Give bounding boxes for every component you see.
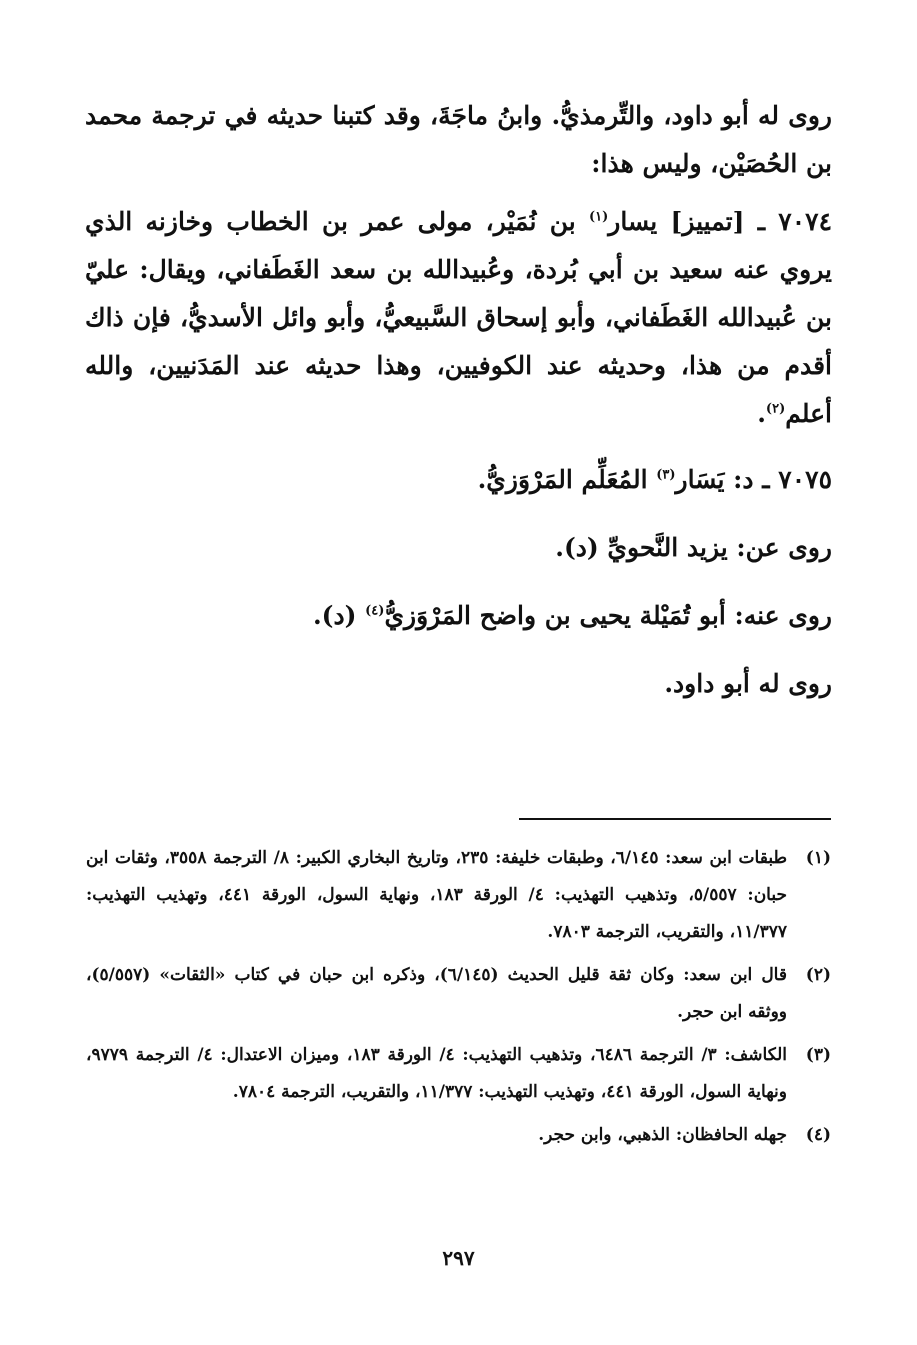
footnote-ref-1: (١) bbox=[588, 209, 609, 225]
transmitted-by: روى له أبو داود. bbox=[664, 669, 832, 698]
entry-7074-heading: ٧٠٧٤ ـ [تمييز] يسار bbox=[608, 207, 832, 236]
footnote-ref-3: (٣) bbox=[656, 467, 676, 483]
footnote-number: (١) bbox=[805, 848, 831, 868]
footnote-number: (٣) bbox=[805, 1045, 831, 1065]
footnote-number: (٢) bbox=[805, 965, 831, 985]
footnote-text: جهله الحافظان: الذهبي، وابن حجر. bbox=[538, 1125, 787, 1145]
footnote-2 bbox=[86, 957, 831, 1031]
narrated-by-end: (د). bbox=[312, 601, 366, 630]
footnote-ref-4: (٤) bbox=[365, 603, 385, 619]
footnote-3 bbox=[86, 1037, 831, 1111]
footnote-1 bbox=[86, 840, 831, 951]
narrated-by-text: روى عنه: أبو تُمَيْلة يحيى بن واضح المَرْوَزيُّ bbox=[384, 601, 832, 630]
entry-7074-body: بن نُمَيْر، مولى عمر بن الخطاب وخازنه الذي يروي عنه سعيد بن أبي بُردة، وعُبيدالله بن سعد الغَطَفاني، ويقال: عليّ بن عُبيدالله الغَطَفاني، وأبو إسحاق السَّبيعيُّ، وأبو وائل الأسديُّ، فإن ذاك أقدم من هذا، وحديثه عند الكوفيين، وهذا حديثه عند المَدَنيين، والله أعلم bbox=[85, 207, 832, 428]
narrated-from: روى عن: يزيد النَّحويِّ (د). bbox=[555, 533, 832, 562]
entry-7074-end: . bbox=[757, 399, 766, 428]
main-text bbox=[85, 92, 832, 708]
entry-7075 bbox=[85, 456, 832, 504]
footnote-text: قال ابن سعد: وكان ثقة قليل الحديث (٦/١٤٥)، وذكره ابن حبان في كتاب «الثقات» (٥/٥٥٧)، ووثقه ابن حجر. bbox=[86, 965, 787, 1022]
footnote-ref-2: (٢) bbox=[765, 401, 786, 417]
entry-7075-heading: ٧٠٧٥ ـ د: يَسَار bbox=[675, 465, 832, 494]
page-number: ٢٩٧ bbox=[442, 1246, 475, 1270]
footnote-number: (٤) bbox=[805, 1125, 831, 1145]
footnotes bbox=[86, 840, 831, 1160]
narrated-by bbox=[85, 592, 832, 640]
entry-7075-body: المُعَلِّم المَرْوَزيُّ. bbox=[477, 465, 657, 494]
entry-7074 bbox=[85, 198, 832, 438]
footnote-divider bbox=[519, 818, 831, 820]
paragraph-intro: روى له أبو داود، والتِّرمذيُّ. وابنُ ماجَةَ، وقد كتبنا حديثه في ترجمة محمد بن الحُصَيْن، وليس هذا: bbox=[85, 101, 832, 178]
footnote-text: طبقات ابن سعد: ٦/١٤٥، وطبقات خليفة: ٢٣٥، وتاريخ البخاري الكبير: ٨/ الترجمة ٣٥٥٨، وثقات ابن حبان: ٥/٥٥٧، وتذهيب التهذيب: ٤/ الورقة ١٨٣، ونهاية السول، الورقة ٤٤١، وتهذيب التهذيب: ١١/٣٧٧، والتقريب، الترجمة ٧٨٠٣. bbox=[86, 848, 787, 942]
footnote-4 bbox=[86, 1117, 831, 1154]
footnote-text: الكاشف: ٣/ الترجمة ٦٤٨٦، وتذهيب التهذيب: ٤/ الورقة ١٨٣، وميزان الاعتدال: ٤/ الترجمة ٩٧٧٩، ونهاية السول، الورقة ٤٤١، وتهذيب التهذيب: ١١/٣٧٧، والتقريب، الترجمة ٧٨٠٤. bbox=[86, 1045, 787, 1102]
